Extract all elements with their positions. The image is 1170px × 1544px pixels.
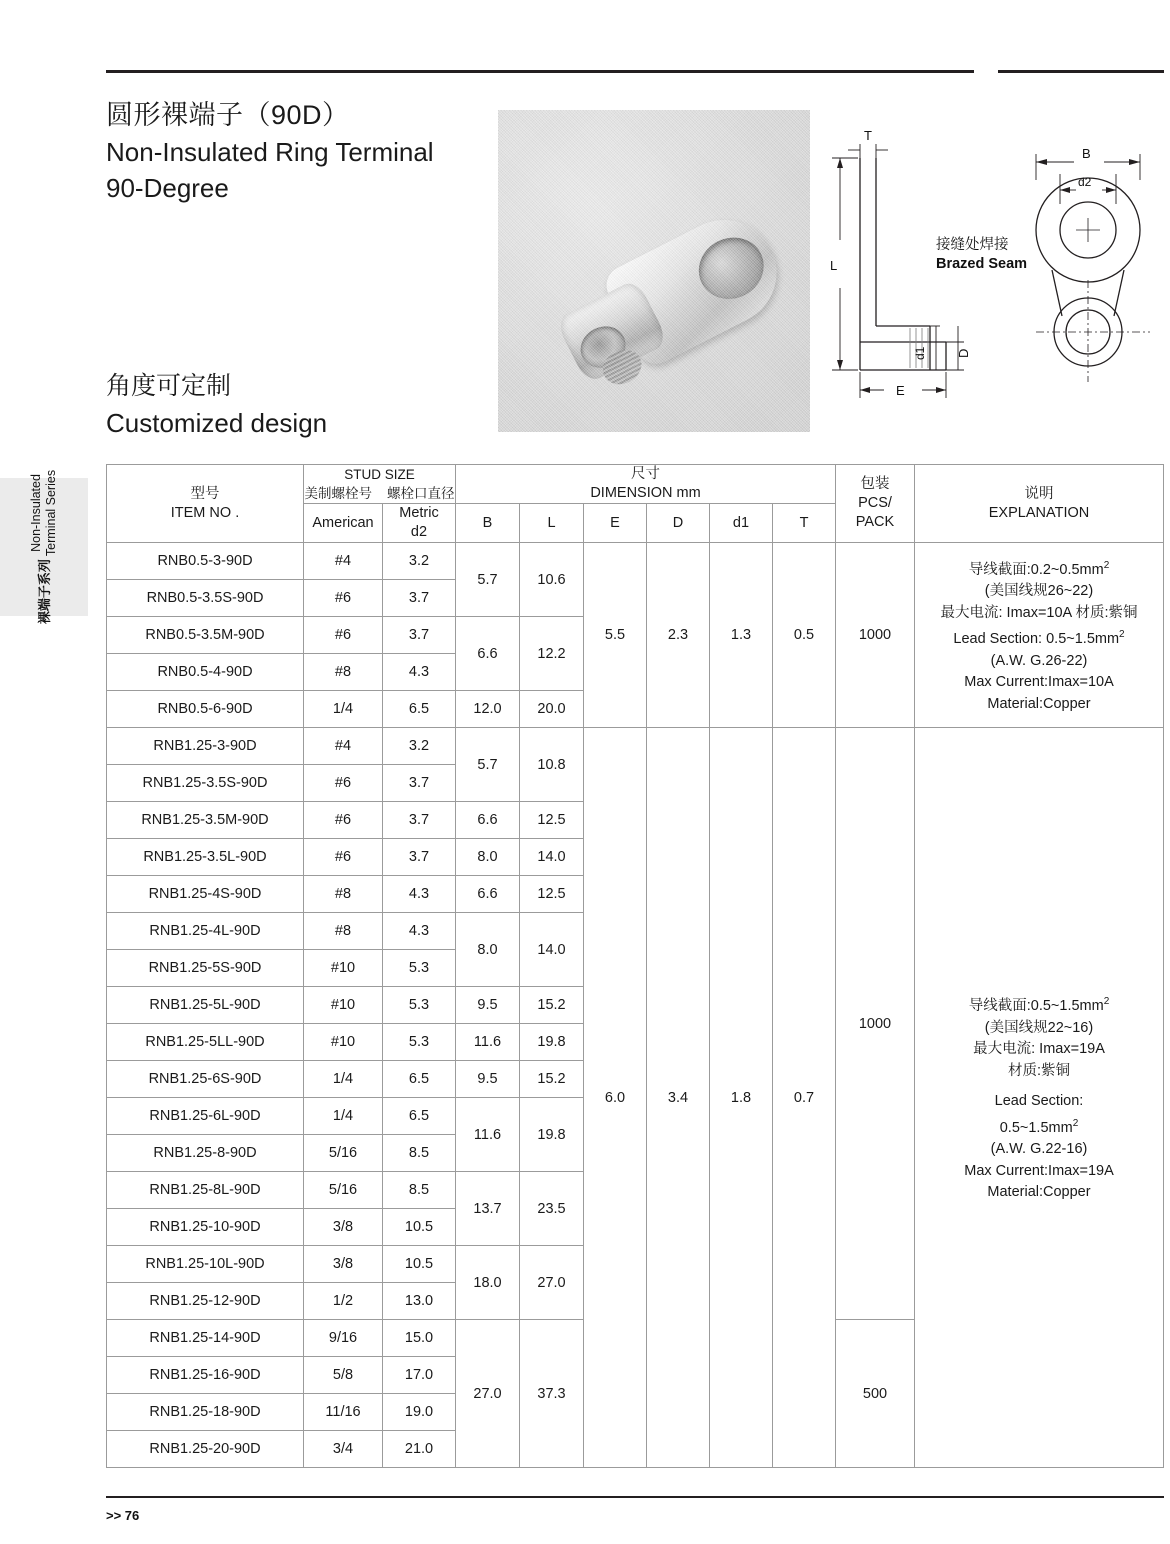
header-rule-left — [106, 70, 974, 73]
header-metric — [383, 504, 456, 543]
cell-explanation: 导线截面$:0.5\sim 1.5mm^2$ (美国线规22~16) 最大电流: Imax=19A 材质:紫铜 Lead Section: $0.5\sim 1.5mm^2$ (A.W. G.22-16) Max Current:Imax=19A Material:Copper — [915, 728, 1164, 1468]
side-tab-label-cn: 裸端子系列 — [36, 559, 52, 625]
cell-metric-d2: 21.0 — [383, 1431, 456, 1468]
cell-item-no: RNB1.25-4S-90D — [107, 876, 304, 913]
cell-l: 19.8 — [520, 1024, 584, 1061]
header-dim-cn: 尺寸 — [631, 466, 660, 482]
table-header-row-1 — [107, 465, 1164, 504]
header-explanation-en: EXPLANATION — [988, 504, 1090, 521]
cell-b: 18.0 — [456, 1246, 520, 1320]
front-view-drawing — [1000, 120, 1170, 420]
cell-american: 5/8 — [304, 1357, 383, 1394]
cell-b: 5.7 — [456, 543, 520, 617]
brazed-seam-cn: 接缝处焊接 — [936, 237, 1009, 253]
product-photo — [498, 110, 810, 432]
cell-b: 8.0 — [456, 913, 520, 987]
table-header — [107, 465, 1164, 543]
cell-american: 1/4 — [304, 1061, 383, 1098]
subtitle — [106, 368, 486, 442]
cell-item-no: RNB1.25-5LL-90D — [107, 1024, 304, 1061]
header-stud-cn-metric: 螺栓口直径 — [387, 486, 455, 501]
cell-american: 3/8 — [304, 1246, 383, 1283]
header-pack-cn: 包装 — [860, 476, 890, 492]
header-explanation — [915, 465, 1164, 543]
cell-american: #6 — [304, 839, 383, 876]
cell-american: #6 — [304, 580, 383, 617]
cell-item-no: RNB1.25-3.5L-90D — [107, 839, 304, 876]
cell-item-no: RNB1.25-4L-90D — [107, 913, 304, 950]
header-pack — [836, 465, 915, 543]
label-D: D — [956, 348, 971, 358]
cell-l: 37.3 — [520, 1320, 584, 1468]
cell-item-no: RNB0.5-4-90D — [107, 654, 304, 691]
cell-pack: 1000 — [836, 728, 915, 1320]
cell-metric-d2: 3.7 — [383, 839, 456, 876]
cell-american: #6 — [304, 802, 383, 839]
cell-b: 11.6 — [456, 1098, 520, 1172]
title-english-line2: 90-Degree — [106, 173, 229, 203]
cell-american: #8 — [304, 876, 383, 913]
cell-b: 5.7 — [456, 728, 520, 802]
title-chinese: 圆形裸端子（90D） — [106, 100, 350, 130]
cell-american: 11/16 — [304, 1394, 383, 1431]
header-pack-en1: PCS/ — [858, 495, 892, 511]
cell-american: #10 — [304, 950, 383, 987]
label-d1: d1 — [913, 346, 927, 360]
specification-table — [106, 464, 1164, 1468]
cell-american: 5/16 — [304, 1172, 383, 1209]
header-l: L — [520, 504, 584, 543]
cell-l: 12.2 — [520, 617, 584, 691]
section-side-tab — [0, 469, 88, 625]
cell-l: 10.6 — [520, 543, 584, 617]
footer-rule — [106, 1496, 1164, 1498]
cell-item-no: RNB1.25-16-90D — [107, 1357, 304, 1394]
cell-item-no: RNB1.25-3.5M-90D — [107, 802, 304, 839]
cell-e: 6.0 — [584, 728, 647, 1468]
cell-american: #8 — [304, 913, 383, 950]
header-american: American — [304, 504, 383, 543]
cell-american: #10 — [304, 1024, 383, 1061]
label-B: B — [1082, 146, 1091, 161]
cell-l: 14.0 — [520, 839, 584, 876]
cell-metric-d2: 10.5 — [383, 1209, 456, 1246]
table-body — [107, 543, 1164, 1468]
ring-terminal-image — [553, 170, 773, 370]
cell-metric-d2: 6.5 — [383, 691, 456, 728]
cell-b: 27.0 — [456, 1320, 520, 1468]
cell-metric-d2: 8.5 — [383, 1172, 456, 1209]
cell-d1: 1.3 — [710, 543, 773, 728]
header-metric-label: Metric — [399, 505, 439, 521]
label-E: E — [896, 383, 905, 398]
cell-american: 1/2 — [304, 1283, 383, 1320]
header-rule-right — [998, 70, 1164, 73]
cell-l: 27.0 — [520, 1246, 584, 1320]
cell-item-no: RNB1.25-12-90D — [107, 1283, 304, 1320]
cell-item-no: RNB1.25-5S-90D — [107, 950, 304, 987]
cell-item-no: RNB1.25-10-90D — [107, 1209, 304, 1246]
cell-metric-d2: 6.5 — [383, 1061, 456, 1098]
cell-b: 13.7 — [456, 1172, 520, 1246]
cell-american: 3/8 — [304, 1209, 383, 1246]
cell-d1: 1.8 — [710, 728, 773, 1468]
cell-metric-d2: 15.0 — [383, 1320, 456, 1357]
header-explanation-cn: 说明 — [1024, 485, 1054, 502]
cell-metric-d2: 4.3 — [383, 913, 456, 950]
cell-american: 9/16 — [304, 1320, 383, 1357]
cell-american: #10 — [304, 987, 383, 1024]
cell-american: #6 — [304, 617, 383, 654]
cell-l: 15.2 — [520, 987, 584, 1024]
header-item-cn: 型号 — [190, 485, 220, 502]
cell-american: 5/16 — [304, 1135, 383, 1172]
header-stud-size — [304, 465, 456, 504]
cell-metric-d2: 3.7 — [383, 802, 456, 839]
cell-metric-d2: 5.3 — [383, 987, 456, 1024]
header-e: E — [584, 504, 647, 543]
page-title — [106, 96, 486, 206]
cell-item-no: RNB1.25-10L-90D — [107, 1246, 304, 1283]
cell-american: #4 — [304, 543, 383, 580]
cell-l: 12.5 — [520, 876, 584, 913]
label-d2: d2 — [1078, 175, 1092, 189]
cell-metric-d2: 3.7 — [383, 617, 456, 654]
cell-b: 9.5 — [456, 987, 520, 1024]
cell-explanation: 导线截面$:0.2\sim 0.5mm^2$ (美国线规26~22) 最大电流: Imax=10A 材质:紫铜 Lead Section: $0.5\sim 1.5mm^2$ (A.W. G.26-22) Max Current:Imax=10A Material:Copper — [915, 543, 1164, 728]
cell-american: 1/4 — [304, 691, 383, 728]
cell-b: 9.5 — [456, 1061, 520, 1098]
cell-item-no: RNB0.5-3-90D — [107, 543, 304, 580]
cell-item-no: RNB1.25-3-90D — [107, 728, 304, 765]
cell-item-no: RNB1.25-8L-90D — [107, 1172, 304, 1209]
cell-metric-d2: 3.7 — [383, 765, 456, 802]
cell-item-no: RNB0.5-3.5S-90D — [107, 580, 304, 617]
side-tab-label-en1: Non-Insulated — [29, 474, 43, 552]
cell-t: 0.5 — [773, 543, 836, 728]
header-item-no — [107, 465, 304, 543]
header-d1: d1 — [710, 504, 773, 543]
label-T: T — [864, 128, 872, 143]
cell-l: 10.8 — [520, 728, 584, 802]
cell-metric-d2: 3.7 — [383, 580, 456, 617]
header-d: D — [647, 504, 710, 543]
label-L: L — [830, 258, 838, 273]
cell-b: 11.6 — [456, 1024, 520, 1061]
page-number: >> 76 — [106, 1508, 140, 1523]
header-item-en: ITEM NO . — [170, 504, 240, 521]
cell-d: 2.3 — [647, 543, 710, 728]
header-b: B — [456, 504, 520, 543]
cell-metric-d2: 3.2 — [383, 728, 456, 765]
cell-metric-d2: 10.5 — [383, 1246, 456, 1283]
cell-l: 14.0 — [520, 913, 584, 987]
cell-b: 6.6 — [456, 802, 520, 839]
cell-item-no: RNB0.5-6-90D — [107, 691, 304, 728]
cell-item-no: RNB0.5-3.5M-90D — [107, 617, 304, 654]
cell-b: 6.6 — [456, 617, 520, 691]
table-row — [107, 728, 1164, 765]
header-stud-en: STUD SIZE — [344, 467, 415, 482]
subtitle-chinese: 角度可定制 — [106, 372, 232, 400]
header-dimension — [456, 465, 836, 504]
cell-metric-d2: 19.0 — [383, 1394, 456, 1431]
cell-metric-d2: 4.3 — [383, 876, 456, 913]
table-row — [107, 543, 1164, 580]
cell-american: 3/4 — [304, 1431, 383, 1468]
cell-b: 6.6 — [456, 876, 520, 913]
header-t: T — [773, 504, 836, 543]
cell-pack: 500 — [836, 1320, 915, 1468]
cell-metric-d2: 6.5 — [383, 1098, 456, 1135]
cell-american: #6 — [304, 765, 383, 802]
side-tab-label-en2: Terminal Series — [44, 469, 58, 557]
header-dim-en: DIMENSION mm — [590, 485, 701, 501]
cell-metric-d2: 5.3 — [383, 1024, 456, 1061]
cell-american: #4 — [304, 728, 383, 765]
cell-metric-d2: 4.3 — [383, 654, 456, 691]
header-stud-cn-american: 美制螺栓号 — [304, 486, 372, 501]
cell-item-no: RNB1.25-14-90D — [107, 1320, 304, 1357]
cell-pack: 1000 — [836, 543, 915, 728]
cell-l: 19.8 — [520, 1098, 584, 1172]
cell-item-no: RNB1.25-6S-90D — [107, 1061, 304, 1098]
subtitle-english: Customized design — [106, 408, 328, 438]
cell-item-no: RNB1.25-8-90D — [107, 1135, 304, 1172]
cell-metric-d2: 17.0 — [383, 1357, 456, 1394]
title-english-line1: Non-Insulated Ring Terminal — [106, 137, 434, 167]
header-pack-en2: PACK — [855, 514, 895, 530]
cell-b: 12.0 — [456, 691, 520, 728]
cell-item-no: RNB1.25-20-90D — [107, 1431, 304, 1468]
cell-metric-d2: 3.2 — [383, 543, 456, 580]
cell-american: #8 — [304, 654, 383, 691]
cell-item-no: RNB1.25-3.5S-90D — [107, 765, 304, 802]
cell-american: 1/4 — [304, 1098, 383, 1135]
cell-metric-d2: 13.0 — [383, 1283, 456, 1320]
cell-item-no: RNB1.25-18-90D — [107, 1394, 304, 1431]
cell-l: 15.2 — [520, 1061, 584, 1098]
cell-b: 8.0 — [456, 839, 520, 876]
cell-l: 23.5 — [520, 1172, 584, 1246]
cell-l: 20.0 — [520, 691, 584, 728]
cell-l: 12.5 — [520, 802, 584, 839]
cell-metric-d2: 5.3 — [383, 950, 456, 987]
brazed-seam-en: Brazed Seam — [936, 256, 1028, 272]
cell-item-no: RNB1.25-5L-90D — [107, 987, 304, 1024]
cell-metric-d2: 8.5 — [383, 1135, 456, 1172]
cell-e: 5.5 — [584, 543, 647, 728]
cell-d: 3.4 — [647, 728, 710, 1468]
cell-item-no: RNB1.25-6L-90D — [107, 1098, 304, 1135]
header-metric-sub: d2 — [410, 524, 428, 540]
cell-t: 0.7 — [773, 728, 836, 1468]
